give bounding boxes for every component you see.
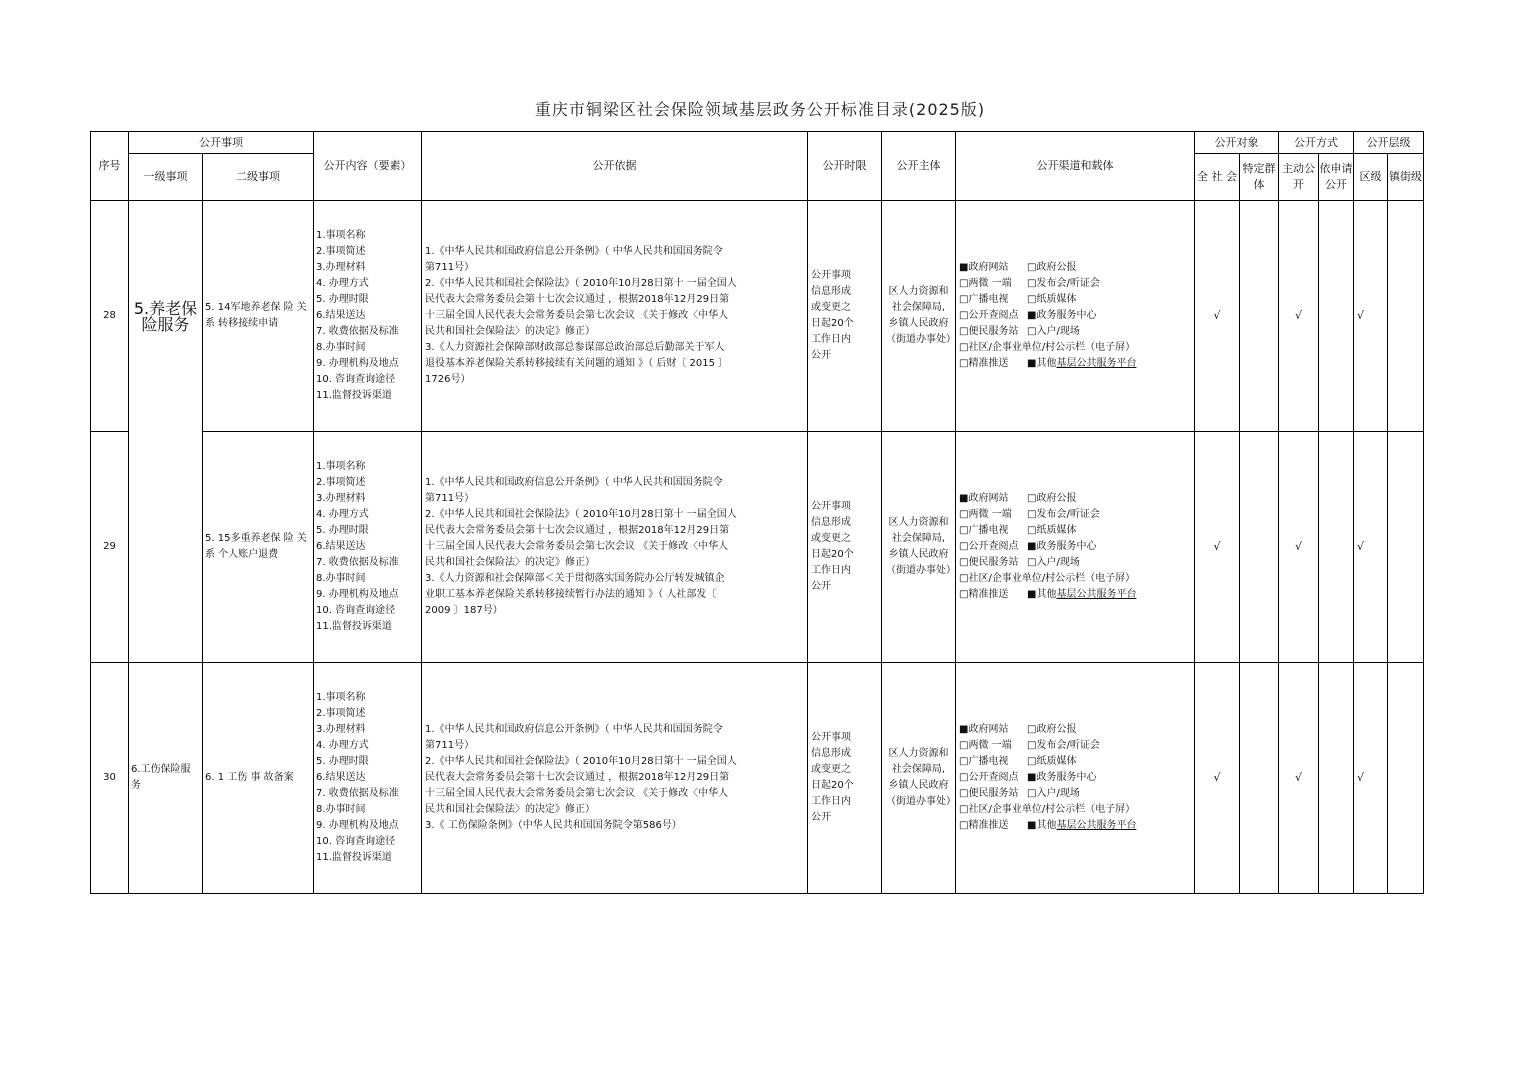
header-target-specific: 特定群体	[1240, 154, 1279, 201]
method-apply-cell	[1319, 201, 1354, 432]
basis-line: 十三届全国人民代表大会常务委员会第七次会议 《关于修改〈中华人	[425, 541, 729, 552]
channel-line	[959, 722, 1191, 738]
subject-cell: 区人力资源和社会保障局, 乡镇人民政府（街道办事处）	[882, 432, 956, 663]
channel-option: □社区/企事业单位/村公示栏（电子屏）	[959, 804, 1136, 815]
time-line: 工作日内	[811, 565, 851, 576]
time-line: 工作日内	[811, 334, 851, 345]
channel-option: □两微 一端	[959, 509, 1012, 520]
content-line: 4. 办理方式	[316, 509, 369, 520]
channel-option: □公开查阅点	[959, 772, 1019, 783]
content-line: 11.监督投诉渠道	[316, 390, 392, 401]
level-town-cell	[1388, 432, 1424, 663]
basis-line: 十三届全国人民代表大会常务委员会第七次会议 《关于修改〈中华人	[425, 310, 729, 321]
level-district-cell: √	[1354, 663, 1388, 894]
basis-line: 第711号）	[425, 740, 475, 751]
channel-option: □政府公报	[1027, 493, 1077, 504]
time-line: 信息形成	[811, 748, 851, 759]
channel-option: □纸质媒体	[1027, 294, 1077, 305]
channel-other-value: 基层公共服务平台	[1056, 589, 1137, 600]
channel-option: □便民服务站	[959, 326, 1019, 337]
channel-option: □发布会/听证会	[1027, 740, 1100, 751]
channel-line	[959, 308, 1191, 324]
channel-line	[959, 507, 1191, 523]
header-subject: 公开主体	[882, 132, 956, 201]
seq-cell: 28	[91, 201, 129, 432]
content-line: 8.办事时间	[316, 573, 366, 584]
content-line: 2.事项简述	[316, 477, 366, 488]
basis-cell	[422, 663, 808, 894]
basis-line: 民共和国社会保险法〉的决定》修正）	[425, 804, 595, 815]
basis-line: 1.《中华人民共和国政府信息公开条例》（ 中华人民共和国国务院令	[425, 724, 723, 735]
channel-line	[959, 786, 1191, 802]
content-cell	[314, 201, 422, 432]
channel-line	[959, 292, 1191, 308]
basis-line: 民代表大会常务委员会第十七次会议通过 ，根据2018年12月29日第	[425, 525, 730, 536]
level1-merged-cell: 5.养老保险服务	[129, 201, 203, 663]
target-all-cell: √	[1195, 201, 1240, 432]
channel-line	[959, 555, 1191, 571]
content-line: 7. 收费依据及标准	[316, 788, 399, 799]
disclosure-table	[90, 131, 1424, 894]
header-level1: 一级事项	[129, 154, 203, 201]
seq-cell: 29	[91, 432, 129, 663]
basis-line: 民共和国社会保险法〉的决定》修正）	[425, 557, 595, 568]
content-line: 9. 办理机构及地点	[316, 358, 399, 369]
channel-line	[959, 491, 1191, 507]
time-line: 公开事项	[811, 270, 851, 281]
basis-line: 1726号）	[425, 374, 471, 385]
channel-option: ■政府网站	[959, 262, 1009, 273]
level-district-cell: √	[1354, 201, 1388, 432]
content-line: 1.事项名称	[316, 461, 366, 472]
content-line: 1.事项名称	[316, 230, 366, 241]
content-line: 9. 办理机构及地点	[316, 820, 399, 831]
header-content: 公开内容（要素）	[314, 132, 422, 201]
channel-option: ■政府网站	[959, 493, 1009, 504]
content-line: 3.办理材料	[316, 724, 366, 735]
basis-line: 3.《 工伤保险条例》（中华人民共和国国务院令第586号）	[425, 820, 682, 831]
basis-line: 第711号）	[425, 493, 475, 504]
channel-option: □精准推送	[959, 358, 1009, 369]
basis-line: 1.《中华人民共和国政府信息公开条例》（ 中华人民共和国国务院令	[425, 477, 723, 488]
channel-option: ■其他	[1027, 589, 1057, 600]
level-town-cell	[1388, 201, 1424, 432]
content-line: 5. 办理时限	[316, 756, 369, 767]
method-apply-cell	[1319, 432, 1354, 663]
target-specific-cell	[1240, 663, 1279, 894]
channel-option: □发布会/听证会	[1027, 278, 1100, 289]
content-line: 4. 办理方式	[316, 740, 369, 751]
content-line: 2.事项简述	[316, 708, 366, 719]
header-level-town: 镇街级	[1388, 154, 1424, 201]
basis-line: 民代表大会常务委员会第十七次会议通过 ，根据2018年12月29日第	[425, 772, 730, 783]
channel-cell	[956, 201, 1195, 432]
time-line: 公开	[811, 812, 831, 823]
channel-option: ■政务服务中心	[1027, 541, 1097, 552]
method-active-cell: √	[1279, 201, 1319, 432]
channel-option: □入户/现场	[1027, 788, 1080, 799]
header-level-group: 公开层级	[1354, 132, 1424, 154]
basis-line: 2009 〕187号）	[425, 605, 503, 616]
channel-line	[959, 587, 1191, 603]
method-apply-cell	[1319, 663, 1354, 894]
content-line: 8.办事时间	[316, 342, 366, 353]
target-specific-cell	[1240, 432, 1279, 663]
header-target-all: 全 社 会	[1195, 154, 1240, 201]
content-line: 6.结果送达	[316, 772, 366, 783]
header-level2: 二级事项	[203, 154, 314, 201]
channel-line	[959, 260, 1191, 276]
header-seq: 序号	[91, 132, 129, 201]
basis-line: 业职工基本养老保险关系转移接续暂行办法的通知 》（ 人社部发〔	[425, 589, 717, 600]
header-item-group: 公开事项	[129, 132, 314, 154]
basis-line: 第711号）	[425, 262, 475, 273]
channel-line	[959, 571, 1191, 587]
header-target-group: 公开对象	[1195, 132, 1279, 154]
channel-line	[959, 754, 1191, 770]
level2-cell: 5. 15多重养老保 险 关 系 个人账户退费	[203, 432, 314, 663]
time-cell	[808, 663, 882, 894]
content-line: 10. 咨询查询途径	[316, 374, 396, 385]
content-cell	[314, 432, 422, 663]
header-level-district: 区级	[1354, 154, 1388, 201]
basis-line: 民共和国社会保险法〉的决定》修正）	[425, 326, 595, 337]
header-method-active: 主动公开	[1279, 154, 1319, 201]
basis-line: 2.《中华人民共和国社会保险法》（ 2010年10月28日第十 一届全国人	[425, 756, 737, 767]
content-cell	[314, 663, 422, 894]
basis-line: 退役基本养老保险关系转移接续有关问题的通知 》（ 后财〔 2015 〕	[425, 358, 729, 369]
channel-option: □精准推送	[959, 820, 1009, 831]
basis-cell	[422, 432, 808, 663]
channel-option: □广播电视	[959, 525, 1009, 536]
time-line: 公开事项	[811, 501, 851, 512]
content-line: 10. 咨询查询途径	[316, 605, 396, 616]
table-row	[91, 663, 1424, 894]
channel-option: ■政务服务中心	[1027, 310, 1097, 321]
channel-option: □公开查阅点	[959, 310, 1019, 321]
channel-option: □精准推送	[959, 589, 1009, 600]
content-line: 6.结果送达	[316, 310, 366, 321]
channel-cell	[956, 432, 1195, 663]
basis-line: 3.《人力资源和社会保障部＜关于贯彻落实国务院办公厅转发城镇企	[425, 573, 725, 584]
header-time: 公开时限	[808, 132, 882, 201]
time-line: 信息形成	[811, 286, 851, 297]
content-line: 5. 办理时限	[316, 525, 369, 536]
subject-cell: 区人力资源和社会保障局, 乡镇人民政府（街道办事处）	[882, 663, 956, 894]
time-line: 日起20个	[811, 780, 854, 791]
content-line: 11.监督投诉渠道	[316, 852, 392, 863]
method-active-cell: √	[1279, 432, 1319, 663]
time-line: 或变更之	[811, 764, 851, 775]
channel-option: □便民服务站	[959, 557, 1019, 568]
basis-line: 民代表大会常务委员会第十七次会议通过 ，根据2018年12月29日第	[425, 294, 730, 305]
target-specific-cell	[1240, 201, 1279, 432]
header-basis: 公开依据	[422, 132, 808, 201]
channel-other-value: 基层公共服务平台	[1056, 820, 1137, 831]
channel-option: □纸质媒体	[1027, 525, 1077, 536]
content-line: 4. 办理方式	[316, 278, 369, 289]
header-method-apply: 依申请公开	[1319, 154, 1354, 201]
content-line: 7. 收费依据及标准	[316, 326, 399, 337]
channel-option: ■政务服务中心	[1027, 772, 1097, 783]
content-line: 8.办事时间	[316, 804, 366, 815]
channel-option: □两微 一端	[959, 740, 1012, 751]
channel-line	[959, 539, 1191, 555]
channel-option: □社区/企事业单位/村公示栏（电子屏）	[959, 573, 1136, 584]
channel-option: □两微 一端	[959, 278, 1012, 289]
level-town-cell	[1388, 663, 1424, 894]
header-method-group: 公开方式	[1279, 132, 1354, 154]
channel-line	[959, 818, 1191, 834]
channel-line	[959, 276, 1191, 292]
channel-option: ■政府网站	[959, 724, 1009, 735]
channel-line	[959, 738, 1191, 754]
content-line: 3.办理材料	[316, 262, 366, 273]
seq-cell: 30	[91, 663, 129, 894]
content-line: 10. 咨询查询途径	[316, 836, 396, 847]
target-all-cell: √	[1195, 663, 1240, 894]
content-line: 3.办理材料	[316, 493, 366, 504]
time-line: 公开	[811, 350, 831, 361]
time-line: 日起20个	[811, 318, 854, 329]
time-cell	[808, 432, 882, 663]
level2-cell: 6. 1 工伤 事 故备案	[203, 663, 314, 894]
channel-line	[959, 802, 1191, 818]
basis-line: 2.《中华人民共和国社会保险法》（ 2010年10月28日第十 一届全国人	[425, 278, 737, 289]
channel-line	[959, 340, 1191, 356]
channel-option: □公开查阅点	[959, 541, 1019, 552]
content-line: 11.监督投诉渠道	[316, 621, 392, 632]
method-active-cell: √	[1279, 663, 1319, 894]
channel-option: □广播电视	[959, 756, 1009, 767]
level1-cell: 6.工伤保险服务	[129, 663, 203, 894]
channel-line	[959, 770, 1191, 786]
channel-other-value: 基层公共服务平台	[1056, 358, 1137, 369]
level-district-cell: √	[1354, 432, 1388, 663]
content-line: 7. 收费依据及标准	[316, 557, 399, 568]
content-line: 9. 办理机构及地点	[316, 589, 399, 600]
level2-cell: 5. 14军地养老保 险 关 系 转移接续申请	[203, 201, 314, 432]
time-line: 公开	[811, 581, 831, 592]
header-channel: 公开渠道和载体	[956, 132, 1195, 201]
content-line: 2.事项简述	[316, 246, 366, 257]
channel-option: □发布会/听证会	[1027, 509, 1100, 520]
time-line: 工作日内	[811, 796, 851, 807]
document-title: 重庆市铜梁区社会保险领域基层政务公开标准目录(2025版)	[534, 100, 986, 119]
channel-option: □便民服务站	[959, 788, 1019, 799]
table-row	[91, 432, 1424, 663]
time-line: 或变更之	[811, 302, 851, 313]
time-line: 日起20个	[811, 549, 854, 560]
time-line: 或变更之	[811, 533, 851, 544]
channel-option: ■其他	[1027, 358, 1057, 369]
channel-option: □纸质媒体	[1027, 756, 1077, 767]
content-line: 1.事项名称	[316, 692, 366, 703]
basis-line: 2.《中华人民共和国社会保险法》（ 2010年10月28日第十 一届全国人	[425, 509, 737, 520]
channel-option: □入户/现场	[1027, 557, 1080, 568]
channel-line	[959, 523, 1191, 539]
channel-cell	[956, 663, 1195, 894]
channel-line	[959, 356, 1191, 372]
time-line: 公开事项	[811, 732, 851, 743]
channel-option: □政府公报	[1027, 724, 1077, 735]
target-all-cell: √	[1195, 432, 1240, 663]
basis-line: 1.《中华人民共和国政府信息公开条例》（ 中华人民共和国国务院令	[425, 246, 723, 257]
channel-option: ■其他	[1027, 820, 1057, 831]
content-line: 6.结果送达	[316, 541, 366, 552]
basis-line: 3.《人力资源社会保障部财政部总参谋部总政治部总后勤部关于军人	[425, 342, 725, 353]
channel-option: □社区/企事业单位/村公示栏（电子屏）	[959, 342, 1136, 353]
basis-cell	[422, 201, 808, 432]
channel-line	[959, 324, 1191, 340]
channel-option: □入户/现场	[1027, 326, 1080, 337]
channel-option: □广播电视	[959, 294, 1009, 305]
table-row	[91, 201, 1424, 432]
content-line: 5. 办理时限	[316, 294, 369, 305]
time-cell	[808, 201, 882, 432]
channel-option: □政府公报	[1027, 262, 1077, 273]
basis-line: 十三届全国人民代表大会常务委员会第七次会议 《关于修改〈中华人	[425, 788, 729, 799]
time-line: 信息形成	[811, 517, 851, 528]
subject-cell: 区人力资源和社会保障局, 乡镇人民政府（街道办事处）	[882, 201, 956, 432]
